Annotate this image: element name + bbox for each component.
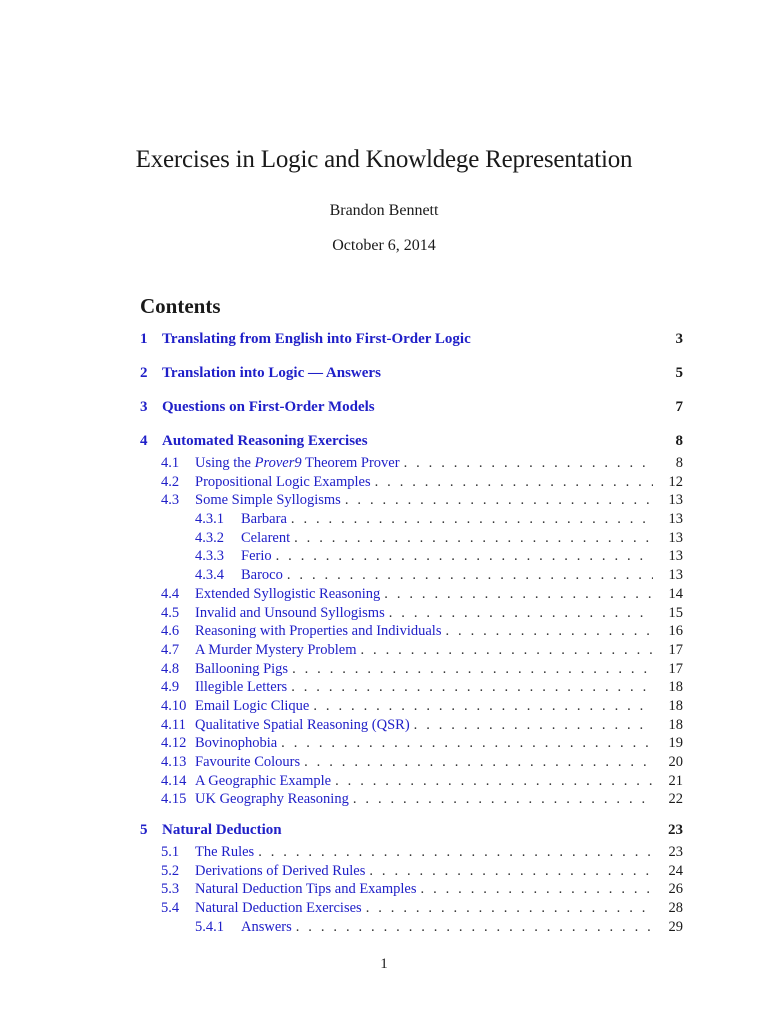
toc-leader-dots	[294, 530, 653, 547]
toc-page-number[interactable]: 29	[668, 918, 683, 935]
toc-page-number[interactable]: 13	[668, 548, 683, 565]
toc-entry-title[interactable]: Ferio	[241, 548, 272, 565]
toc-subsubsection-entry[interactable]	[140, 530, 683, 549]
toc-entry-number[interactable]: 4.9	[161, 679, 180, 696]
toc-entry-number[interactable]: 4.10	[161, 697, 187, 714]
toc-entry-number[interactable]: 4.11	[161, 716, 186, 733]
toc-page-number[interactable]: 12	[668, 473, 683, 490]
toc-page-number[interactable]: 18	[668, 697, 683, 714]
toc-section-entry[interactable]	[140, 365, 683, 387]
toc-page-number[interactable]: 17	[668, 660, 683, 677]
toc-entry-title-italic[interactable]: Prover9	[254, 455, 302, 471]
toc-entry-number[interactable]: 5.1	[161, 844, 180, 861]
toc-page-number[interactable]: 15	[668, 604, 683, 621]
toc-entry-title[interactable]: Illegible Letters	[195, 679, 288, 696]
toc-page-number[interactable]: 13	[668, 529, 683, 546]
toc-leader-dots	[366, 900, 653, 917]
toc-subsection-entry[interactable]	[140, 661, 683, 680]
toc-entry-title[interactable]: Bovinophobia	[195, 735, 278, 752]
toc-entry-number[interactable]: 4.3.4	[195, 567, 224, 584]
toc-subsection-entry[interactable]	[140, 586, 683, 605]
toc-entry-title[interactable]: The Rules	[195, 844, 255, 861]
toc-subsection-entry[interactable]	[140, 881, 683, 900]
toc-subsection-entry[interactable]	[140, 863, 683, 882]
toc-subsection-entry[interactable]	[140, 773, 683, 792]
toc-entry-number[interactable]: 4.3.1	[195, 511, 224, 528]
toc-subsection-entry[interactable]	[140, 455, 683, 474]
toc-entry-number[interactable]: 4.12	[161, 735, 187, 752]
toc-page-number[interactable]: 26	[668, 881, 683, 898]
toc-page-number[interactable]: 18	[668, 716, 683, 733]
table-of-contents	[140, 331, 683, 938]
toc-subsection-entry[interactable]	[140, 735, 683, 754]
toc-entry-number[interactable]: 5.4.1	[195, 918, 224, 935]
toc-page-number[interactable]: 7	[675, 399, 683, 415]
toc-subsubsection-entry[interactable]	[140, 919, 683, 938]
toc-page-number[interactable]: 13	[668, 511, 683, 528]
toc-entry-number[interactable]: 4	[140, 433, 148, 449]
toc-entry-title[interactable]: Extended Syllogistic Reasoning	[195, 585, 381, 602]
toc-entry-title[interactable]: Favourite Colours	[195, 754, 301, 770]
toc-entry-number[interactable]: 4.8	[161, 660, 180, 677]
toc-entry-title[interactable]: A Murder Mystery Problem	[195, 641, 357, 658]
toc-entry-number[interactable]: 4.7	[161, 641, 180, 658]
toc-leader-dots	[276, 548, 653, 565]
toc-leader-dots	[361, 642, 654, 659]
toc-subsection-entry[interactable]	[140, 844, 683, 863]
toc-entry-number[interactable]: 4.1	[161, 455, 180, 471]
toc-entry-number[interactable]: 4.15	[161, 791, 187, 808]
toc-entry-title[interactable]: Questions on First-Order Models	[162, 399, 375, 415]
toc-entry-number[interactable]: 3	[140, 399, 148, 415]
toc-entry-title[interactable]: Translating from English into First-Order Logic	[162, 331, 471, 347]
toc-leader-dots	[345, 492, 653, 509]
toc-leader-dots	[404, 455, 653, 472]
toc-subsubsection-entry[interactable]	[140, 567, 683, 586]
toc-subsection-entry[interactable]	[140, 623, 683, 642]
document-author: Brandon Bennett	[329, 202, 439, 219]
toc-entry-title[interactable]: Barbara	[241, 511, 287, 528]
toc-page-number[interactable]: 21	[668, 772, 683, 789]
toc-entry-title[interactable]: Email Logic Clique	[195, 697, 310, 714]
toc-entry-number[interactable]: 4.14	[161, 772, 187, 789]
toc-page-number[interactable]: 16	[668, 623, 683, 640]
toc-page-number[interactable]: 24	[668, 862, 683, 879]
toc-leader-dots	[313, 698, 653, 715]
toc-entry-title[interactable]: Translation into Logic — Answers	[162, 365, 381, 381]
toc-entry-number[interactable]: 4.3.3	[195, 548, 224, 565]
toc-entry-number[interactable]: 5.3	[161, 881, 180, 898]
toc-leader-dots	[304, 754, 653, 771]
toc-page-number[interactable]: 8	[675, 455, 683, 471]
toc-entry-title[interactable]: Derivations of Derived Rules	[195, 862, 366, 879]
toc-entry-number[interactable]: 5.4	[161, 900, 180, 917]
toc-leader-dots	[281, 735, 653, 752]
toc-page-number[interactable]: 8	[675, 433, 683, 449]
page-number: 1	[380, 956, 388, 972]
toc-leader-dots	[445, 623, 653, 640]
toc-page-number[interactable]: 23	[668, 844, 683, 861]
toc-page-number[interactable]: 22	[668, 791, 683, 808]
toc-entry-title[interactable]: Natural Deduction Exercises	[195, 900, 362, 917]
toc-entry-title[interactable]: Answers	[241, 918, 292, 935]
toc-entry-number[interactable]: 4.5	[161, 604, 180, 621]
toc-leader-dots	[421, 881, 653, 898]
toc-leader-dots	[384, 586, 653, 603]
toc-entry-title-part[interactable]: Using the	[195, 455, 255, 471]
document-date: October 6, 2014	[332, 237, 436, 254]
toc-entry-number[interactable]: 2	[140, 365, 148, 381]
toc-entry-title[interactable]: Celarent	[241, 529, 291, 546]
toc-entry-number[interactable]: 5.2	[161, 862, 180, 879]
toc-subsection-entry[interactable]	[140, 642, 683, 661]
toc-page-number[interactable]: 14	[668, 585, 683, 602]
toc-subsubsection-entry[interactable]	[140, 511, 683, 530]
toc-page-number[interactable]: 3	[675, 331, 683, 347]
toc-leader-dots	[292, 661, 653, 678]
toc-section-entry[interactable]	[140, 399, 683, 421]
document-title: Exercises in Logic and Knowldege Representation	[135, 146, 633, 173]
toc-entry-number[interactable]: 4.3	[161, 492, 180, 509]
toc-entry-number[interactable]: 4.6	[161, 623, 180, 640]
toc-leader-dots	[287, 567, 653, 584]
toc-leader-dots	[258, 844, 653, 861]
toc-entry-title[interactable]: Invalid and Unsound Syllogisms	[195, 604, 385, 621]
toc-entry-number[interactable]: 4.3.2	[195, 529, 224, 546]
toc-page-number[interactable]: 20	[668, 754, 683, 770]
toc-leader-dots	[375, 474, 653, 491]
toc-entry-title[interactable]: UK Geography Reasoning	[195, 791, 349, 808]
toc-leader-dots	[296, 919, 653, 936]
toc-entry-title[interactable]: Propositional Logic Examples	[195, 473, 371, 490]
toc-entry-title[interactable]: A Geographic Example	[195, 772, 332, 789]
toc-subsection-entry[interactable]	[140, 492, 683, 511]
toc-leader-dots	[389, 605, 653, 622]
toc-entry-title[interactable]: Automated Reasoning Exercises	[162, 433, 368, 449]
toc-entry-number[interactable]: 4.2	[161, 473, 180, 490]
toc-entry-number[interactable]: 4.4	[161, 585, 180, 602]
toc-section-entry[interactable]	[140, 433, 683, 455]
toc-entry-title[interactable]: Some Simple Syllogisms	[195, 492, 341, 509]
toc-leader-dots	[414, 717, 653, 734]
toc-subsection-entry[interactable]	[140, 754, 683, 773]
toc-page-number[interactable]: 23	[668, 822, 683, 839]
toc-subsection-entry[interactable]	[140, 791, 683, 810]
toc-leader-dots	[291, 511, 653, 528]
toc-entry-title[interactable]: Qualitative Spatial Reasoning (QSR)	[195, 716, 410, 733]
toc-page-number[interactable]: 5	[675, 365, 683, 381]
toc-page-number[interactable]: 19	[668, 735, 683, 752]
toc-entry-number[interactable]: 5	[140, 822, 148, 839]
toc-entry-title[interactable]: Natural Deduction Tips and Examples	[195, 881, 417, 898]
toc-leader-dots	[353, 791, 653, 808]
toc-page-number[interactable]: 13	[668, 567, 683, 584]
toc-subsection-entry[interactable]	[140, 474, 683, 493]
toc-subsection-entry[interactable]	[140, 900, 683, 919]
toc-page-number[interactable]: 17	[668, 641, 683, 658]
toc-entry-title[interactable]	[195, 455, 400, 472]
toc-leader-dots	[291, 679, 653, 696]
toc-entry-title[interactable]: Ballooning Pigs	[195, 660, 289, 677]
toc-leader-dots	[335, 773, 653, 790]
toc-entry-number[interactable]: 1	[140, 331, 148, 347]
toc-subsection-entry[interactable]	[140, 698, 683, 717]
contents-heading: Contents	[140, 294, 221, 318]
toc-subsection-entry[interactable]	[140, 605, 683, 624]
toc-entry-title[interactable]: Baroco	[241, 567, 283, 584]
toc-subsubsection-entry[interactable]	[140, 548, 683, 567]
toc-entry-title-part[interactable]: Theorem Prover	[301, 455, 400, 471]
toc-page-number[interactable]: 13	[668, 492, 683, 509]
toc-section-entry[interactable]	[140, 331, 683, 353]
toc-page-number[interactable]: 18	[668, 679, 683, 696]
toc-subsection-entry[interactable]	[140, 717, 683, 736]
toc-leader-dots	[369, 863, 653, 880]
toc-section-entry[interactable]	[140, 822, 683, 844]
toc-subsection-entry[interactable]	[140, 679, 683, 698]
toc-entry-title[interactable]: Reasoning with Properties and Individuals	[195, 623, 442, 640]
toc-entry-title[interactable]: Natural Deduction	[162, 822, 282, 839]
toc-entry-number[interactable]: 4.13	[161, 754, 187, 770]
toc-page-number[interactable]: 28	[668, 900, 683, 917]
